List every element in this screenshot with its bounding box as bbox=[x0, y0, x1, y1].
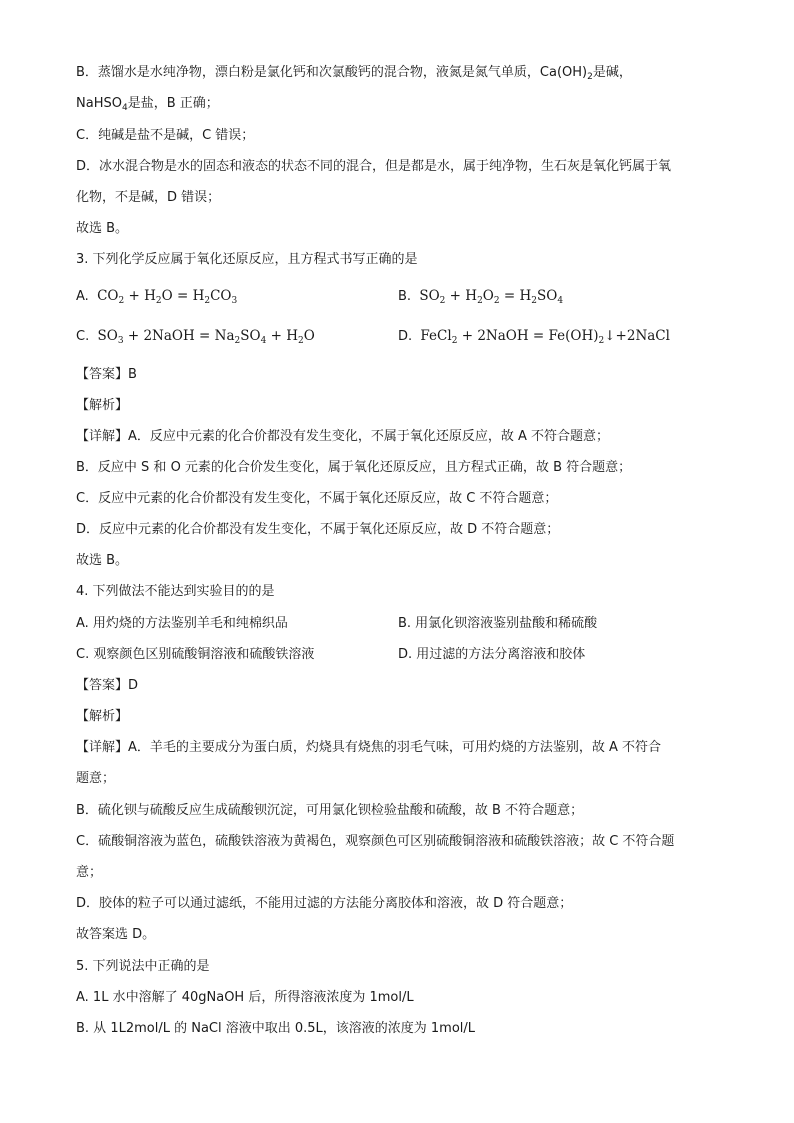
q2-explanation-d-line2: 化物，不是碱，D 错误； bbox=[76, 190, 221, 205]
q3-option-b: B. $SO_2 + H_2O_2 = H_2SO_4$ bbox=[398, 288, 564, 306]
q4-option-c: C. 观察颜色区别硫酸铜溶液和硫酸铁溶液 bbox=[76, 647, 315, 662]
q4-answer: 【答案】D bbox=[76, 678, 139, 693]
q4-detail-c-line1: C．硫酸铜溶液为蓝色，硫酸铁溶液为黄褐色，观察颜色可区别硫酸铜溶液和硫酸铁溶液；故 C 不符合题 bbox=[76, 834, 675, 849]
q4-analysis-heading: 【解析】 bbox=[76, 709, 129, 724]
q5-option-a: A. 1L 水中溶解了 40gNaOH 后，所得溶液浓度为 1mol/L bbox=[76, 990, 414, 1005]
q3-answer: 【答案】B bbox=[76, 367, 137, 382]
q5-option-b: B. 从 1L2mol/L 的 NaCl 溶液中取出 0.5L，该溶液的浓度为 1mol/L bbox=[76, 1021, 476, 1036]
q3-option-d: D. FeCl$_2$ + 2NaOH = $Fe(OH)_2↓+2NaCl$ bbox=[398, 328, 670, 346]
q4-detail-c-line2: 意； bbox=[76, 865, 103, 880]
q4-detail-a-line2: 题意； bbox=[76, 771, 116, 786]
q3-option-c: C. $SO_3$ + 2NaOH = $Na_2SO_4 + H_2O$ bbox=[76, 328, 315, 346]
q4-option-a: A. 用灼烧的方法鉴别羊毛和纯棉织品 bbox=[76, 616, 288, 631]
q4-stem: 4. 下列做法不能达到实验目的的是 bbox=[76, 584, 275, 599]
q4-option-b: B. 用氯化钡溶液鉴别盐酸和稀硫酸 bbox=[398, 616, 598, 631]
q2-explanation-d-line1: D．冰水混合物是水的固态和液态的状态不同的混合，但是都是水，属于纯净物，生石灰是氧化钙属于氧 bbox=[76, 159, 672, 174]
q2-explanation-b-line1: B．蒸馏水是水纯净物，漂白粉是氯化钙和次氯酸钙的混合物，液氮是氮气单质，$Ca(OH)_2$是碱， bbox=[76, 65, 632, 82]
q3-stem: 3. 下列化学反应属于氧化还原反应，且方程式书写正确的是 bbox=[76, 252, 418, 267]
q3-detail-b: B．反应中 S 和 O 元素的化合价发生变化，属于氧化还原反应，且方程式正确，故 B 符合题意； bbox=[76, 460, 632, 475]
q4-detail-a-line1: 【详解】A．羊毛的主要成分为蛋白质，灼烧具有烧焦的羽毛气味，可用灼烧的方法鉴别，故 A 不符合 bbox=[76, 740, 662, 755]
q4-detail-d: D．胶体的粒子可以通过滤纸，不能用过滤的方法能分离胶体和溶液，故 D 符合题意； bbox=[76, 896, 573, 911]
q2-explanation-c: C．纯碱是盐不是碱，C 错误； bbox=[76, 128, 255, 143]
q4-conclusion: 故答案选 D。 bbox=[76, 927, 156, 942]
q4-option-d: D. 用过滤的方法分离溶液和胶体 bbox=[398, 647, 586, 662]
q3-conclusion: 故选 B。 bbox=[76, 553, 129, 568]
q3-detail-a: 【详解】A．反应中元素的化合价都没有发生变化，不属于氧化还原反应，故 A 不符合题意； bbox=[76, 429, 610, 444]
q4-detail-b: B．硫化钡与硫酸反应生成硫酸钡沉淀，可用氯化钡检验盐酸和硫酸，故 B 不符合题意； bbox=[76, 803, 584, 818]
q3-detail-d: D．反应中元素的化合价都没有发生变化，不属于氧化还原反应，故 D 不符合题意； bbox=[76, 522, 560, 537]
q2-conclusion: 故选 B。 bbox=[76, 221, 129, 236]
q3-option-a: A. $CO_2 + H_2O = H_2CO_3$ bbox=[76, 288, 238, 306]
q5-stem: 5. 下列说法中正确的是 bbox=[76, 959, 210, 974]
q3-detail-c: C．反应中元素的化合价都没有发生变化，不属于氧化还原反应，故 C 不符合题意； bbox=[76, 491, 558, 506]
q3-analysis-heading: 【解析】 bbox=[76, 398, 129, 413]
q2-explanation-b-line2: NaHSO$_4$是盐，B 正确； bbox=[76, 96, 219, 113]
